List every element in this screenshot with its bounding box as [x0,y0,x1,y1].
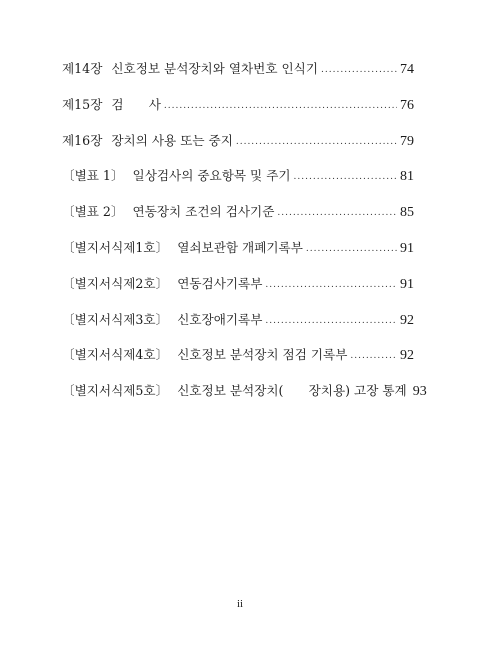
toc-entry-title: 신호정보 분석장치( 장치용) 고장 통계 [177,383,407,399]
toc-entry-label: 〔별지서식제2호〕 [62,275,169,291]
toc-entry-page: 76 [400,97,414,113]
toc-entry-label: 〔별지서식제3호〕 [62,311,169,327]
dot-leader [306,244,397,254]
toc-entry-title: 일상검사의 중요항목 및 주기 [132,168,291,184]
table-of-contents [62,58,427,416]
toc-entry-page: 81 [400,169,414,185]
toc-entry-page: 92 [400,312,414,328]
dot-leader [265,316,397,326]
dot-leader [294,172,397,182]
toc-entry-page: 74 [400,62,414,77]
toc-entry-label: 제16장 [62,132,103,148]
toc-entry-title: 신호장애기록부 [177,311,263,327]
toc-entry [62,130,414,166]
toc-entry [62,58,414,94]
dot-leader [350,351,397,361]
toc-entry-page: 79 [400,133,414,149]
dot-leader [265,280,397,290]
dot-leader [164,101,397,111]
toc-entry-page: 92 [400,348,414,364]
toc-entry-label: 〔별지서식제5호〕 [62,383,169,399]
dot-leader [321,65,397,75]
toc-entry-page: 91 [400,240,414,256]
toc-entry-title: 검 사 [111,96,161,112]
toc-entry-title: 연동장치 조건의 검사기준 [132,204,275,220]
dot-leader [277,208,397,218]
toc-entry [62,165,414,201]
toc-entry-title: 연동검사기록부 [177,275,263,291]
toc-entry-page: 93 [412,384,427,400]
toc-entry-label: 제14장 [62,61,103,76]
toc-entry-title: 열쇠보관함 개폐기록부 [177,239,303,255]
toc-entry-title: 신호정보 분석장치 점검 기록부 [177,347,348,363]
page-number: ii [236,598,244,610]
toc-entry-label: 〔별지서식제4호〕 [62,347,169,363]
toc-entry [62,273,414,309]
toc-entry-title: 장치의 사용 또는 중지 [111,132,233,148]
toc-entry [62,94,414,130]
toc-entry-label: 〔별지서식제1호〕 [62,239,169,255]
toc-entry [62,309,414,345]
toc-entry-page: 85 [400,205,414,221]
dot-leader [236,137,397,147]
toc-entry-page: 91 [400,276,414,292]
toc-entry [62,380,427,416]
toc-entry [62,201,414,237]
toc-entry [62,344,414,380]
toc-entry [62,237,414,273]
toc-entry-label: 제15장 [62,96,103,112]
toc-entry-title: 신호정보 분석장치와 열차번호 인식기 [111,61,319,76]
toc-entry-label: 〔별표 1〕 [62,168,124,184]
toc-entry-label: 〔별표 2〕 [62,204,124,220]
